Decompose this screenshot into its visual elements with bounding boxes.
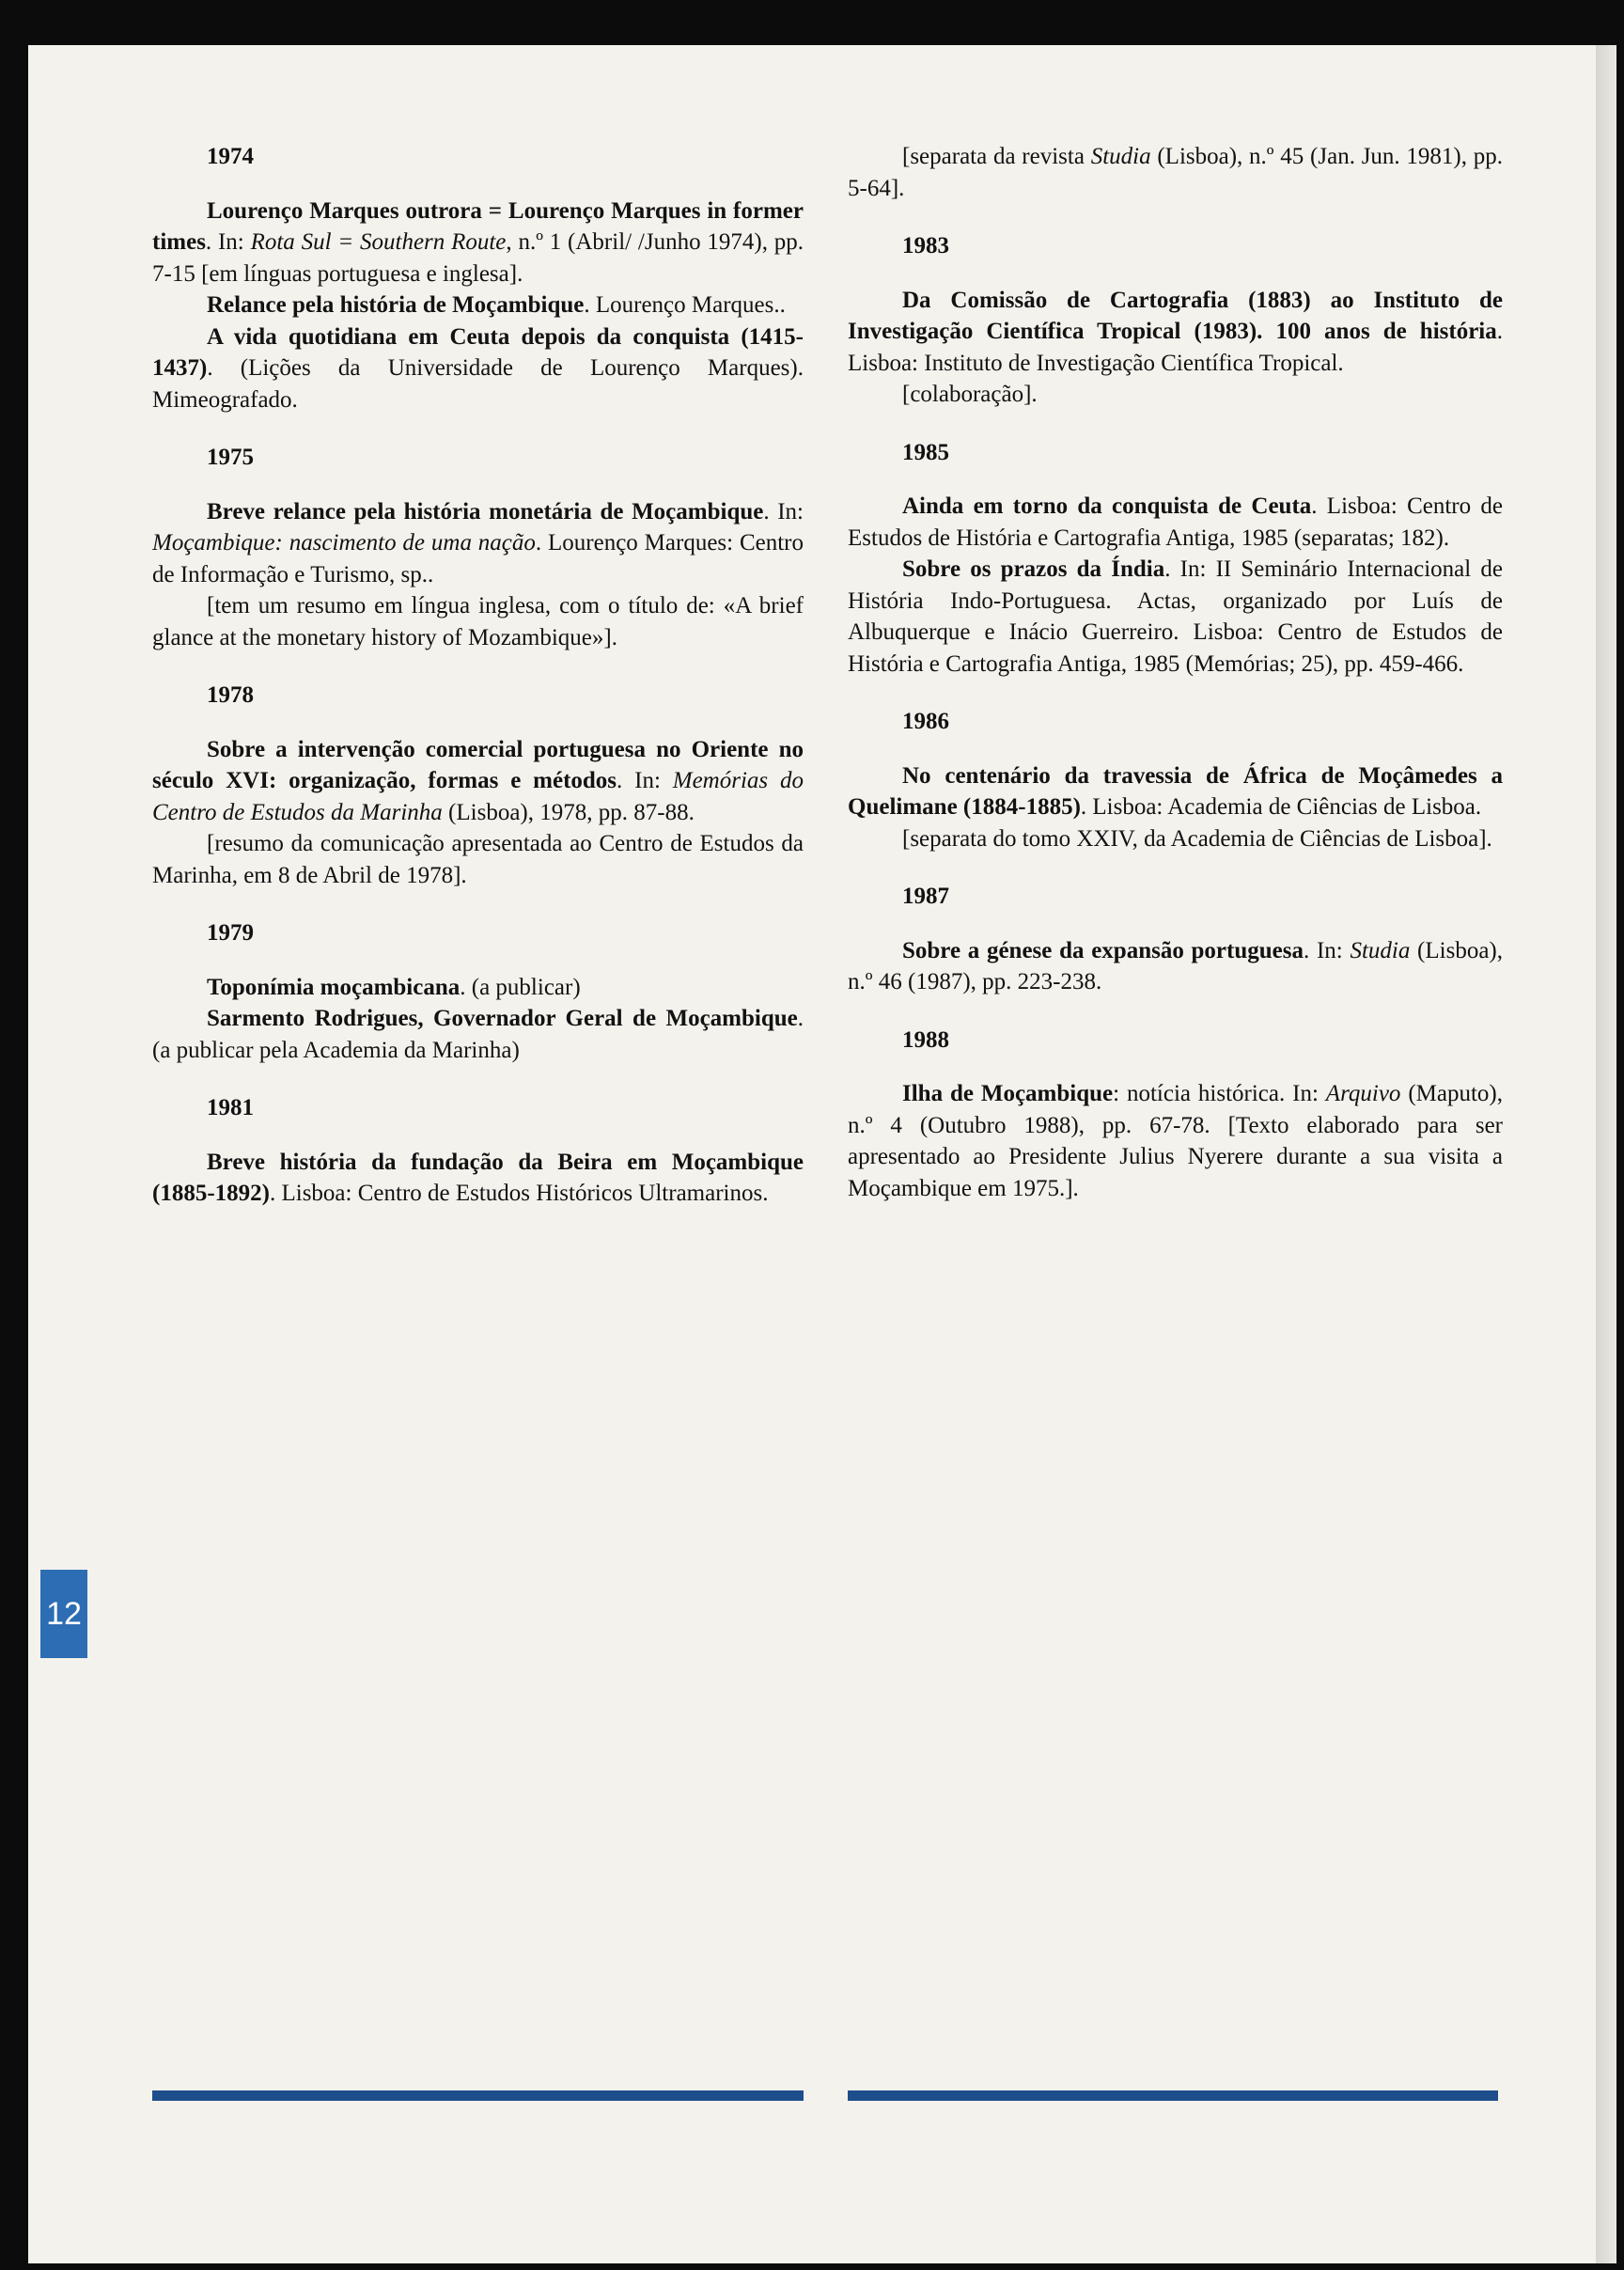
entry-text: : notícia histórica. In: [1113, 1081, 1326, 1106]
entry-text: . In: [1304, 937, 1351, 963]
entry-text: . In: II Seminário Internacional de História Indo-Portuguesa. Actas, organizado por Luís de Albuquerque e Inácio Guerreiro. Lisboa: Centro de Estudos de História e Cartografia Antiga, 1985 (Memórias; 25), pp. 459-466. [848, 556, 1503, 677]
entry-text: (Maputo), n.º 4 (Outubro 1988), pp. 67-78. [Texto elaborado para ser apresentado ao Presidente Julius Nyerere durante a sua visita a Moçambique em 1975.]. [848, 1081, 1503, 1201]
entry-title: Toponímia moçambicana [207, 974, 461, 1000]
bibliography-entry [152, 290, 804, 321]
bibliography-entry [848, 141, 1503, 204]
left-column-rule [152, 2090, 804, 2101]
entry-text: . In: [763, 498, 804, 524]
page-edge-shadow [1596, 45, 1616, 2263]
entry-title: Sobre a génese da expansão portuguesa [902, 937, 1304, 963]
year-heading: 1974 [207, 144, 254, 169]
entry-source: Studia [1090, 144, 1151, 169]
bibliography-entry [848, 285, 1503, 380]
bibliography-entry [848, 379, 1503, 411]
entry-text: (Lisboa), 1978, pp. 87-88. [442, 799, 695, 825]
entry-text: [resumo da comunicação apresentada ao Centro de Estudos da Marinha, em 8 de Abril de 1978]. [152, 831, 804, 888]
bibliography-entry [152, 972, 804, 1004]
year-heading: 1986 [902, 709, 949, 734]
entry-text: [tem um resumo em língua inglesa, com o título de: «A brief glance at the monetary history of Mozambique»]. [152, 593, 804, 650]
entry-title: No centenário da travessia de África de Moçâmedes a Quelimane (1884-1885) [848, 762, 1503, 820]
year-heading: 1988 [902, 1026, 949, 1053]
entry-text: . In: [617, 768, 673, 793]
entry-title: A vida quotidiana em Ceuta depois da conquista (1415-1437) [152, 323, 804, 381]
bibliography-entry [848, 935, 1503, 998]
bibliography-entry [848, 491, 1503, 554]
bibliography-entry [152, 1147, 804, 1210]
entry-text: . (a publicar pela Academia da Marinha) [152, 1006, 804, 1063]
year-heading: 1981 [207, 1095, 254, 1120]
year-heading: 1983 [902, 233, 949, 258]
bibliography-entry [848, 554, 1503, 680]
bibliography-entry [848, 1078, 1503, 1204]
entry-text: . In: [205, 229, 251, 255]
entry-title: Ainda em torno da conquista de Ceuta [902, 493, 1312, 519]
bibliography-entry [152, 734, 804, 829]
document-page [28, 45, 1616, 2263]
entry-text: , n.º 1 (Abril/ /Junho 1974), pp. 7-15 [em línguas portuguesa e inglesa]. [152, 229, 804, 287]
entry-text: . (Lições da Universidade de Lourenço Marques). Mimeografado. [152, 355, 804, 413]
entry-title: Sobre os prazos da Índia [902, 556, 1165, 582]
entry-text: . Lisboa: Instituto de Investigação Científica Tropical. [848, 319, 1503, 376]
bibliography-entry [152, 196, 804, 290]
entry-source: Moçambique: nascimento de uma nação [152, 530, 536, 556]
bibliography-entry [152, 321, 804, 416]
entry-text: . Lisboa: Academia de Ciências de Lisboa. [1080, 794, 1482, 820]
entry-source: Memórias do Centro de Estudos da Marinha [152, 768, 804, 825]
bibliography-entry [152, 496, 804, 591]
bibliography-entry [152, 590, 804, 653]
entry-title: Breve relance pela história monetária de Moçambique [207, 498, 764, 524]
entry-text: . Lourenço Marques: Centro de Informação e Turismo, sp.. [152, 530, 804, 587]
entry-text: (Lisboa), n.º 45 (Jan. Jun. 1981), pp. 5-64]. [848, 144, 1503, 201]
entry-title: Da Comissão de Cartografia (1883) ao Instituto de Investigação Científica Tropical (1983). 100 anos de história [848, 287, 1503, 344]
year-heading: 1978 [207, 682, 254, 708]
entry-source: Rota Sul = Southern Route [250, 229, 507, 255]
entry-text: . Lisboa: Centro de Estudos Históricos Ultramarinos. [269, 1181, 769, 1206]
page-number-tab [40, 1570, 87, 1658]
entry-text: [colaboração]. [902, 382, 1038, 407]
entry-text: [separata da revista [902, 144, 1091, 169]
year-heading: 1985 [902, 439, 949, 465]
bibliography-entry [152, 1003, 804, 1066]
entry-source: Studia [1350, 937, 1411, 963]
entry-title: Relance pela história de Moçambique [207, 292, 585, 318]
entry-text: . Lisboa: Centro de Estudos de História e Cartografia Antiga, 1985 (separatas; 182). [848, 493, 1503, 551]
entry-title: Breve história da fundação da Beira em Moçambique (1885-1892) [152, 1149, 804, 1206]
entry-title: Lourenço Marques outrora = Lourenço Marques in former times [152, 197, 804, 255]
bibliography-entry [848, 823, 1503, 855]
entry-text: [separata do tomo XXIV, da Academia de Ciências de Lisboa]. [902, 825, 1492, 852]
left-column [152, 141, 804, 1210]
year-heading: 1987 [902, 884, 949, 909]
entry-text: . (a publicar) [460, 974, 581, 1000]
entry-title: Sobre a intervenção comercial portuguesa no Oriente no século XVI: organização, formas e métodos [152, 736, 804, 793]
entry-text: . Lourenço Marques.. [584, 292, 786, 318]
entry-source: Arquivo [1325, 1081, 1401, 1106]
page-number: 12 [46, 1595, 82, 1632]
entry-title: Sarmento Rodrigues, Governador Geral de Moçambique [207, 1006, 798, 1031]
bibliography-entry [152, 828, 804, 891]
year-heading: 1979 [207, 920, 254, 946]
entry-title: Ilha de Moçambique [902, 1081, 1114, 1106]
right-column-rule [848, 2090, 1498, 2101]
entry-text: (Lisboa), n.º 46 (1987), pp. 223-238. [848, 937, 1503, 994]
year-heading: 1975 [207, 445, 254, 470]
bibliography-entry [848, 760, 1503, 823]
right-column [848, 141, 1503, 1204]
